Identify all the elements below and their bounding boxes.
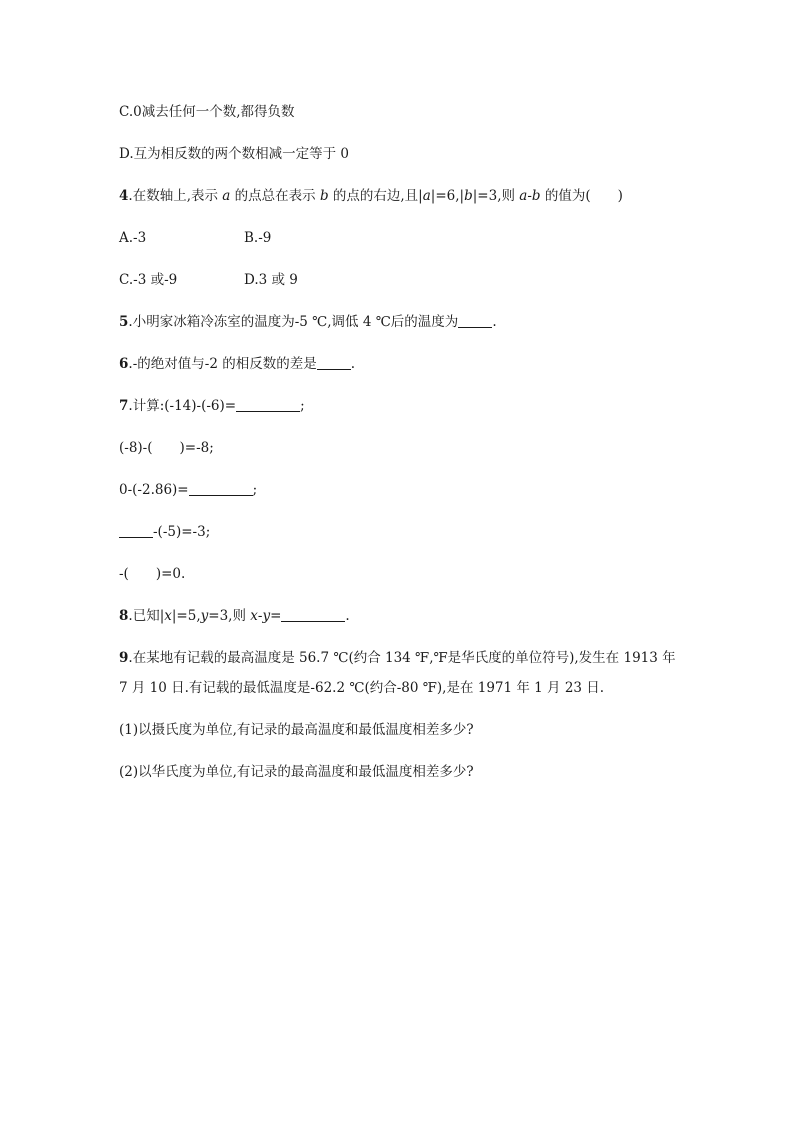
q8-text-1: .已知| — [128, 608, 165, 624]
q3-option-d: D.互为相反数的两个数相减一定等于 0 — [119, 146, 350, 162]
q9-subquestion-1: (1)以摄氏度为单位,有记录的最高温度和最低温度相差多少? — [119, 722, 474, 738]
q4-var-a-abs: a — [422, 188, 431, 204]
q7-line-5: -( )=0. — [119, 566, 186, 582]
q7-line-1-text: .计算:(-14)-(-6)= — [128, 398, 237, 414]
q8-number: 8 — [119, 608, 129, 624]
q5-number: 5 — [119, 314, 129, 330]
q6-text: .-的绝对值与-2 的相反数的差是 — [128, 356, 317, 372]
q7-line-4 — [119, 523, 210, 541]
q4-option-a: A.-3 — [119, 230, 147, 246]
q9-line-1-text: .在某地有记载的最高温度是 56.7 ℃(约合 134 ℉,℉是华氏度的单位符号),发生在 1913 年 — [128, 650, 676, 666]
q4-text-7: 的值为( ) — [540, 188, 623, 204]
q3-option-c: C.0减去任何一个数,都得负数 — [119, 104, 295, 120]
q4-text-3: 的点的右边,且| — [328, 188, 423, 204]
q8-var-y: y — [200, 608, 209, 624]
q4-text-4: |=6,| — [430, 188, 465, 204]
q4-text-6: - — [527, 188, 532, 204]
q8-stem — [119, 607, 350, 625]
q8-end: . — [345, 608, 350, 624]
q8-var-x-expr: x — [250, 608, 258, 624]
q7-blank-4[interactable] — [119, 523, 153, 538]
q8-text-4: - — [257, 608, 263, 624]
q9-subquestion-2: (2)以华氏度为单位,有记录的最高温度和最低温度相差多少? — [119, 764, 474, 780]
q7-blank-3[interactable] — [189, 481, 253, 496]
q4-var-a-expr: a — [519, 188, 528, 204]
q4-text-1: .在数轴上,表示 — [128, 188, 223, 204]
q6-answer-blank[interactable] — [317, 355, 351, 370]
q8-answer-blank[interactable] — [281, 607, 345, 622]
q8-var-x: x — [164, 608, 172, 624]
q7-number: 7 — [119, 398, 129, 414]
q5-text: .小明家冰箱冷冻室的温度为-5 ℃,调低 4 ℃后的温度为 — [128, 314, 459, 330]
q6-end: . — [350, 356, 355, 372]
q7-line-2: (-8)-( )=-8; — [119, 440, 214, 456]
q6-number: 6 — [119, 356, 129, 372]
q4-option-c: C.-3 或-9 — [119, 272, 178, 288]
q5-stem — [119, 313, 497, 331]
q9-line-2: 7 月 10 日.有记载的最低温度是-62.2 ℃(约合-80 ℉),是在 1971 年 1 月 23 日. — [119, 680, 605, 696]
q7-line-4-text: -(-5)=-3; — [153, 524, 211, 540]
q4-number: 4 — [119, 188, 129, 204]
q5-answer-blank[interactable] — [458, 313, 492, 328]
q4-stem — [119, 187, 623, 205]
q4-var-b-abs: b — [464, 188, 473, 204]
q4-var-a: a — [222, 188, 231, 204]
q8-text-2: |=5, — [171, 608, 201, 624]
q8-var-y-expr: y — [262, 608, 271, 624]
q4-option-d: D.3 或 9 — [244, 272, 298, 288]
q7-blank-1[interactable] — [236, 397, 300, 412]
q4-var-b-expr: b — [531, 188, 541, 204]
q7-line-3-text: 0-(-2.86)= — [119, 482, 189, 498]
q8-text-3: =3,则 — [208, 608, 251, 624]
q4-text-5: |=3,则 — [472, 188, 520, 204]
q7-line-1-end: ; — [300, 398, 305, 414]
q5-end: . — [492, 314, 497, 330]
q7-line-3-end: ; — [252, 482, 258, 498]
q6-stem — [119, 355, 355, 373]
q4-text-2: 的点总在表示 — [230, 188, 320, 204]
q9-number: 9 — [119, 650, 129, 666]
q4-var-b: b — [319, 188, 329, 204]
q4-option-b: B.-9 — [244, 230, 272, 246]
q9-line-1 — [119, 649, 676, 667]
q7-line-3 — [119, 481, 257, 499]
q8-text-5: = — [270, 608, 282, 624]
q7-line-1 — [119, 397, 305, 415]
